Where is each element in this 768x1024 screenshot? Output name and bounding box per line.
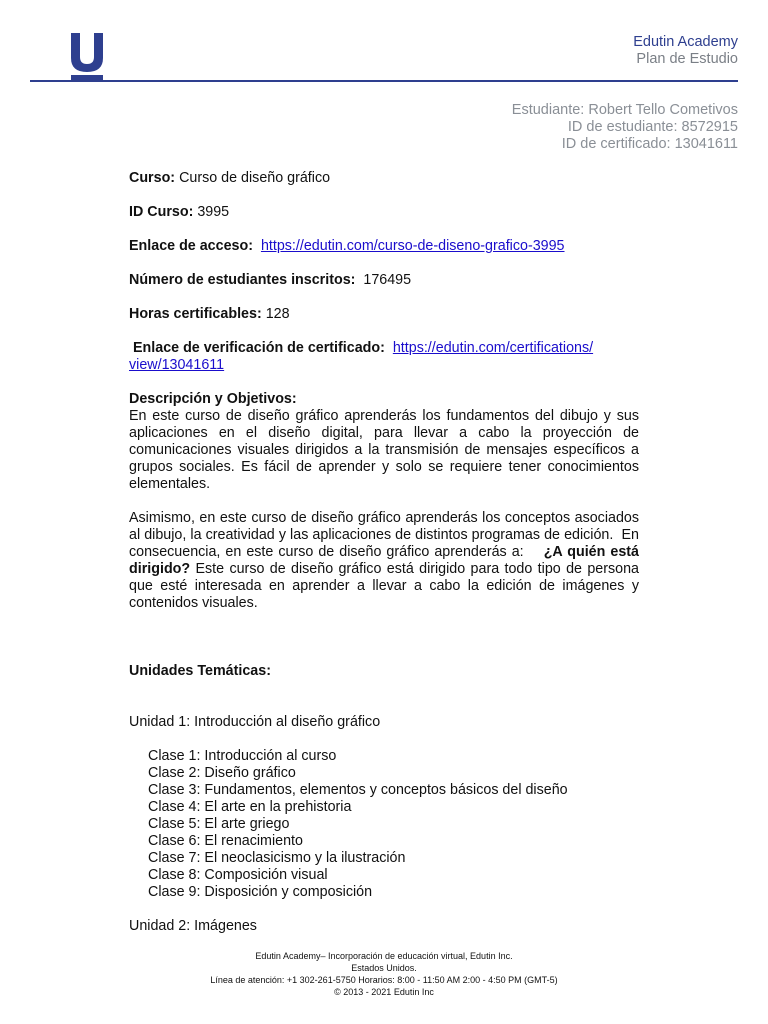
edutin-logo-icon bbox=[69, 33, 105, 81]
header-divider bbox=[30, 80, 738, 82]
description-paragraph-2 bbox=[129, 510, 643, 612]
students-field bbox=[129, 272, 639, 289]
students-label: Número de estudiantes inscritos: bbox=[129, 272, 356, 288]
course-label: Curso: bbox=[129, 170, 176, 186]
academy-name: Edutin Academy bbox=[633, 34, 738, 50]
class-item: Clase 6: El renacimiento bbox=[148, 833, 303, 849]
hours-field bbox=[129, 306, 639, 323]
class-item: Clase 4: El arte en la prehistoria bbox=[148, 799, 352, 815]
access-link-field bbox=[129, 238, 639, 255]
verification-link[interactable]: https://edutin.com/certifications/ bbox=[392, 340, 594, 356]
units-title: Unidades Temáticas: bbox=[129, 663, 271, 679]
unit-2-title: Unidad 2: Imágenes bbox=[129, 918, 257, 934]
students-value: 176495 bbox=[363, 272, 412, 288]
hours-value: 128 bbox=[265, 306, 290, 322]
course-field bbox=[129, 170, 639, 187]
target-audience-heading: ¿A quién está dirigido? bbox=[129, 544, 639, 577]
footer-line-2: Estados Unidos. bbox=[351, 963, 417, 973]
document-type: Plan de Estudio bbox=[636, 51, 738, 67]
verification-label: Enlace de verificación de certificado: bbox=[133, 340, 385, 356]
student-info bbox=[512, 102, 738, 153]
class-item: Clase 5: El arte griego bbox=[148, 816, 290, 832]
verification-link-continued[interactable]: view/13041611 bbox=[129, 357, 225, 373]
page-footer bbox=[0, 950, 768, 998]
class-item: Clase 8: Composición visual bbox=[148, 867, 328, 883]
student-name: Estudiante: Robert Tello Cometivos bbox=[511, 102, 738, 118]
footer-line-1: Edutin Academy– Incorporación de educación virtual, Edutin Inc. bbox=[255, 951, 513, 961]
class-item: Clase 9: Disposición y composición bbox=[148, 884, 373, 900]
class-item: Clase 1: Introducción al curso bbox=[148, 748, 337, 764]
class-item: Clase 2: Diseño gráfico bbox=[148, 765, 296, 781]
header-brand bbox=[633, 34, 738, 68]
course-id-field bbox=[129, 204, 639, 221]
description-title: Descripción y Objetivos: bbox=[129, 391, 297, 407]
footer-line-4: © 2013 - 2021 Edutin Inc bbox=[334, 987, 434, 997]
unit-1-title: Unidad 1: Introducción al diseño gráfico bbox=[129, 714, 381, 730]
hours-label: Horas certificables: bbox=[129, 306, 262, 322]
course-id-value: 3995 bbox=[197, 204, 230, 220]
course-content bbox=[129, 170, 643, 935]
description-paragraph-1: En este curso de diseño gráfico aprenderás los fundamentos del dibujo y sus aplicaciones en el diseño digital, para llevar a cabo la proyección de comunicaciones visuales dirigidos a la transmisión de mensajes específicos a grupos sociales. Es fácil de aprender y solo se requiere tener conocimientos elementales. bbox=[129, 408, 639, 492]
access-link[interactable]: https://edutin.com/curso-de-diseno-grafico-3995 bbox=[260, 238, 565, 254]
course-value: Curso de diseño gráfico bbox=[179, 170, 331, 186]
footer-line-3: Línea de atención: +1 302-261-5750 Horarios: 8:00 - 11:50 AM 2:00 - 4:50 PM (GMT-5) bbox=[210, 975, 558, 985]
student-id: ID de estudiante: 8572915 bbox=[567, 119, 738, 135]
course-id-label: ID Curso: bbox=[129, 204, 194, 220]
access-link-label: Enlace de acceso: bbox=[129, 238, 253, 254]
description-paragraph-2-end: Este curso de diseño gráfico está dirigido para todo tipo de persona que esté interesada en aprender a llevar a cabo la edición de imágenes y contenidos visuales. bbox=[129, 561, 639, 611]
class-item: Clase 7: El neoclasicismo y la ilustración bbox=[148, 850, 406, 866]
certificate-id: ID de certificado: 13041611 bbox=[561, 136, 738, 152]
description-paragraph-2-start: Asimismo, en este curso de diseño gráfico aprenderás los conceptos asociados al dibujo, la creatividad y las aplicaciones de distintos programas de edición. En consecuencia, en este curso de diseño gráfico aprenderás a: bbox=[129, 510, 643, 560]
class-item: Clase 3: Fundamentos, elementos y conceptos básicos del diseño bbox=[148, 782, 568, 798]
verification-field bbox=[129, 340, 639, 357]
